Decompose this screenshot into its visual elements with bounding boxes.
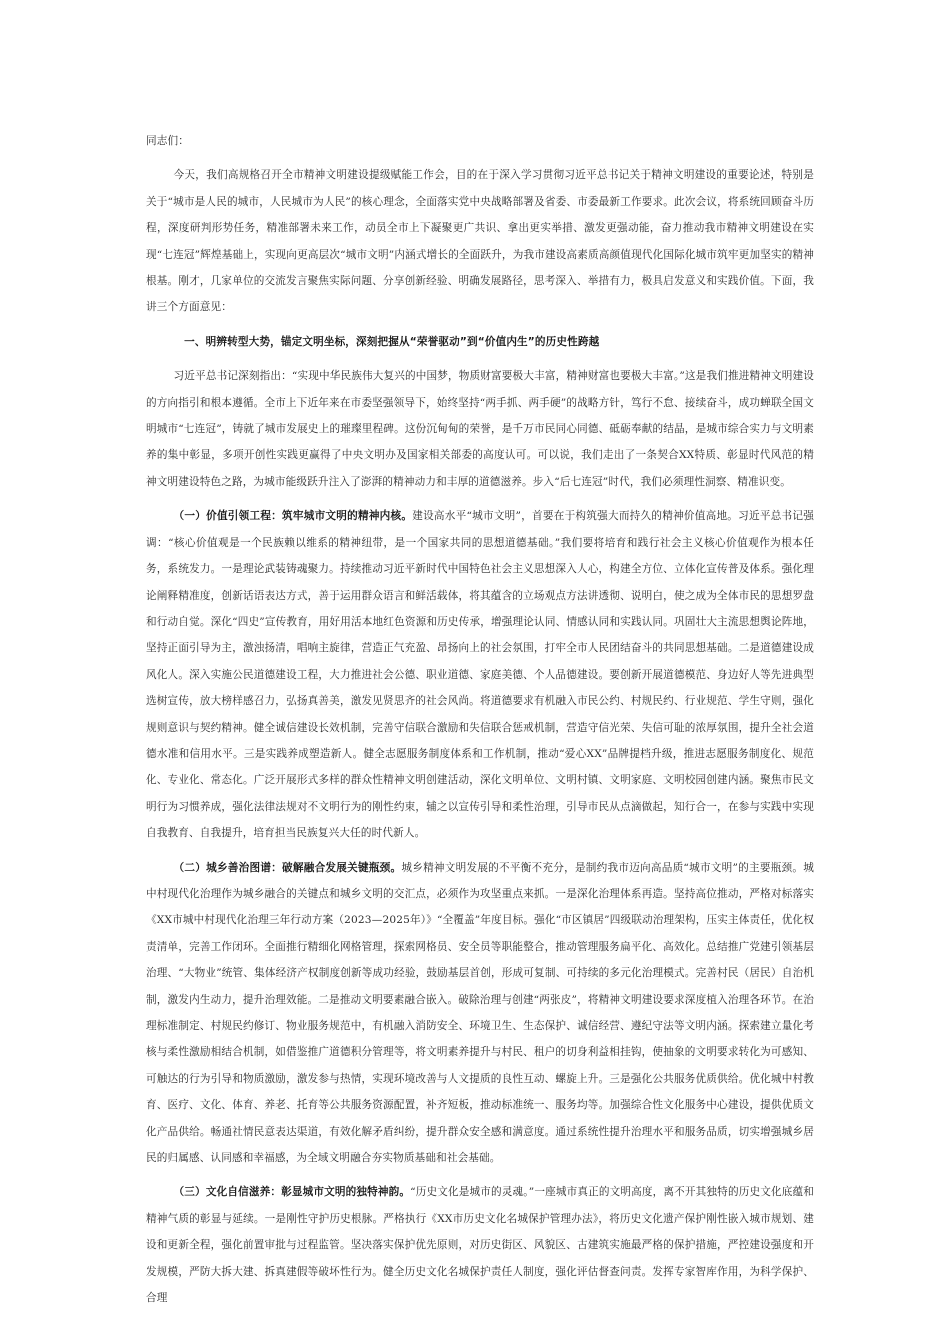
document-body: [146, 128, 814, 1311]
subsection-3-paragraph: [146, 1179, 814, 1311]
subsection-1-paragraph: [146, 503, 814, 846]
subsection-1-title: （一）价值引领工程：筑牢城市文明的精神内核。: [173, 510, 413, 523]
subsection-3-text: “历史文化是城市的灵魂。”一座城市真正的文明高度，离不开其独特的历史文化底蕴和精神气质的彰显与延续。一是刚性守护历史根脉。严格执行《XX市历史文化名城保护管理办法》，将历史文化遗产保护刚性嵌入城市规划、建设和更新全程，强化前置审批与过程监管。坚决落实保护优先原则，对历史街区、风貌区、古建筑实施最严格的保护措施，严控建设强度和开发规模，严防大拆大建、拆真建假等破坏性行为。健全历史文化名城保护责任人制度，强化评估督查问责。发挥专家智库作用，为科学保护、合理: [146, 1186, 814, 1305]
section-1-heading: 一、明辨转型大势，锚定文明坐标，深刻把握从“荣誉驱动”到“价值内生”的历史性跨越: [184, 335, 600, 348]
intro-paragraph: 今天，我们高规格召开全市精神文明建设提级赋能工作会，目的在于深入学习贯彻习近平总书记关于精神文明建设的重要论述，特别是关于“城市是人民的城市，人民城市为人民”的核心理念，全面落实党中央战略部署及省委、市委最新工作要求。此次会议，将系统回顾奋斗历程，深度研判形势任务，精准部署未来工作，动员全市上下凝聚更广共识、拿出更实举措、激发更强动能，奋力推动我市精神文明建设在实现“七连冠”辉煌基础上，实现向更高层次“城市文明”内涵式增长的全面跃升，为我市建设高素质高颜值现代化国际化城市筑牢更加坚实的精神根基。刚才，几家单位的交流发言聚焦实际问题、分享创新经验、明确发展路径，思考深入、举措有力，极具启发意义和实践价值。下面，我讲三个方面意见：: [146, 169, 814, 314]
subsection-2-title: （二）城乡善治图谱：破解融合发展关键瓶颈。: [173, 861, 402, 874]
salutation: 同志们：: [146, 135, 189, 147]
subsection-3-title: （三）文化自信滋养：彰显城市文明的独特神韵。: [173, 1186, 411, 1199]
subsection-2-paragraph: [146, 855, 814, 1172]
subsection-2-text: 城乡精神文明发展的不平衡不充分，是制约我市迈向高品质“城市文明”的主要瓶颈。城中村现代化治理作为城乡融合的关键点和城乡文明的交汇点，必须作为攻坚重点来抓。一是深化治理体系再造。坚持高位推动，严格对标落实《XX市城中村现代化治理三年行动方案（2023—2025年）》“全覆盖”年度目标。强化“市区镇居”四级联动治理架构，压实主体责任，优化权责清单，完善工作闭环。全面推行精细化网格管理，探索网格员、安全员等职能整合，推动管理服务扁平化、高效化。总结推广党建引领基层治理、“大物业”统管、集体经济产权制度创新等成功经验，鼓励基层首创，形成可复制、可持续的多元化治理模式。完善村民（居民）自治机制，激发内生动力，提升治理效能。二是推动文明要素融合嵌入。破除治理与创建“两张皮”，将精神文明建设要求深度植入治理各环节。在治理标准制定、村规民约修订、物业服务规范中，有机融入消防安全、环境卫生、生态保护、诚信经营、遵纪守法等文明内涵。探索建立量化考核与柔性激励相结合机制，如借鉴推广道德积分管理等，将文明素养提升与村民、租户的切身利益相挂钩，使抽象的文明要求转化为可感知、可触达的行为引导和物质激励，激发参与热情，实现环境改善与人文提质的良性互动、螺旋上升。三是强化公共服务优质供给。优化城中村教育、医疗、文化、体育、养老、托育等公共服务资源配置，补齐短板，推动标准统一、服务均等。加强综合性文化服务中心建设，提供优质文化产品供给。畅通社情民意表达渠道，有效化解矛盾纠纷，提升群众安全感和满意度。通过系统性提升治理水平和服务品质，切实增强城乡居民的归属感、认同感和幸福感，为全域文明融合夯实物质基础和社会基础。: [146, 861, 814, 1165]
subsection-1-text: 建设高水平“城市文明”，首要在于构筑强大而持久的精神价值高地。习近平总书记强调：“核心价值观是一个民族赖以维系的精神纽带，是一个国家共同的思想道德基础。”我们要将培育和践行社会主义核心价值观作为根本任务，系统发力。一是理论武装铸魂聚力。持续推动习近平新时代中国特色社会主义思想深入人心，构建全方位、立体化宣传普及体系。强化理论阐释精准度，创新话语表达方式，善于运用群众语言和鲜活载体，将其蕴含的立场观点方法讲透彻、说明白，使之成为全体市民的思想罗盘和行动自觉。深化“四史”宣传教育，用好用活本地红色资源和历史传承，增强理论认同、情感认同和实践认同。巩固壮大主流思想舆论阵地，坚持正面引导为主，激浊扬清，唱响主旋律，营造正气充盈、昂扬向上的社会氛围，打牢全市人民团结奋斗的共同思想基础。二是道德建设成风化人。深入实施公民道德建设工程，大力推进社会公德、职业道德、家庭美德、个人品德建设。要创新开展道德模范、身边好人等先进典型选树宣传，放大榜样感召力，弘扬真善美，激发见贤思齐的社会风尚。将道德要求有机融入市民公约、村规民约、行业规范、学生守则，强化规则意识与契约精神。健全诚信建设长效机制，完善守信联合激励和失信联合惩戒机制，营造守信光荣、失信可耻的浓厚氛围，提升全社会道德水准和信用水平。三是实践养成塑造新人。健全志愿服务制度体系和工作机制，推动“爱心XX”品牌提档升级，推进志愿服务制度化、规范化、专业化、常态化。广泛开展形式多样的群众性精神文明创建活动，深化文明单位、文明村镇、文明家庭、文明校园创建内涵。聚焦市民文明行为习惯养成，强化法律法规对不文明行为的刚性约束，辅之以宣传引导和柔性治理，引导市民从点滴做起，知行合一，在参与实践中实现自我教育、自我提升，培育担当民族复兴大任的时代新人。: [146, 510, 814, 840]
section-1-paragraph: 习近平总书记深刻指出：“实现中华民族伟大复兴的中国梦，物质财富要极大丰富，精神财富也要极大丰富。”这是我们推进精神文明建设的方向指引和根本遵循。全市上下近年来在市委坚强领导下，始终坚持“两手抓、两手硬”的战略方针，笃行不怠、接续奋斗，成功蝉联全国文明城市“七连冠”，铸就了城市发展史上的璀璨里程碑。这份沉甸甸的荣誉，是千万市民同心同德、砥砺奉献的结晶，是城市综合实力与文明素养的集中彰显，多项开创性实践更赢得了中央文明办及国家相关部委的高度认可。可以说，我们走出了一条契合XX特质、彰显时代风范的精神文明建设特色之路，为城市能级跃升注入了澎湃的精神动力和丰厚的道德滋养。步入“后七连冠”时代，我们必须理性洞察、精准识变。: [146, 370, 814, 488]
